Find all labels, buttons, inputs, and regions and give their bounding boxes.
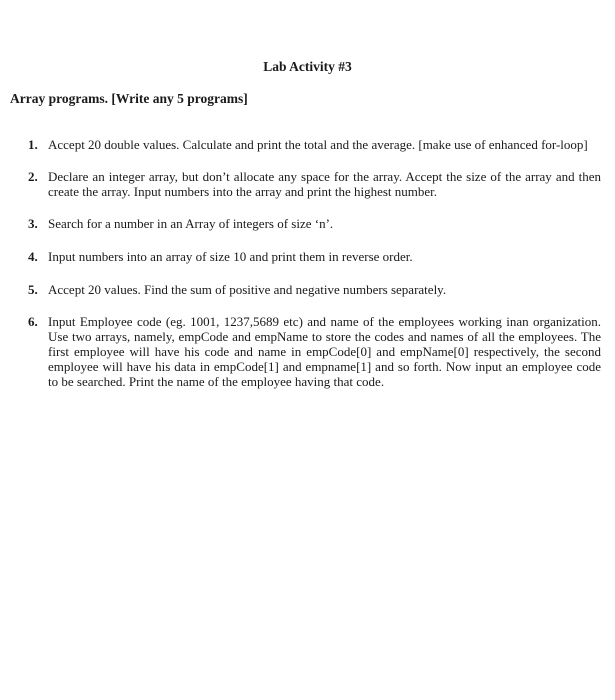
list-item-number: 5. <box>28 282 38 297</box>
list-item-text: Search for a number in an Array of integers of size ‘n’. <box>48 216 334 231</box>
list-item <box>0 282 615 297</box>
list-item-number: 3. <box>28 216 38 231</box>
list-item-number: 6. <box>28 314 38 329</box>
list-item-text: Accept 20 values. Find the sum of positive and negative numbers separately. <box>48 282 447 297</box>
list-item <box>0 137 615 152</box>
list-item-number: 4. <box>28 249 38 264</box>
document-title: Lab Activity #3 <box>263 59 352 74</box>
list-item <box>0 169 615 199</box>
list-item-text: Accept 20 double values. Calculate and print the total and the average. [make use of enhanced for-loop] <box>48 137 588 152</box>
list-item-number: 2. <box>28 169 38 184</box>
list-item-number: 1. <box>28 137 38 152</box>
list-item-text: Input Employee code (eg. 1001, 1237,5689 etc) and name of the employees working inan organization. Use two arrays, namely, empCode and empName to store the codes and names of all the employees. The first employee will have his code and name in empCode[0] and empName[0] respectively, the second employee will have his data in empCode[1] and empname[1] and so forth. Now input an employee code to be searched. Print the name of the employee having that code. <box>48 314 601 389</box>
list-item <box>0 314 615 389</box>
list-item <box>0 249 615 264</box>
list-item-text: Input numbers into an array of size 10 and print them in reverse order. <box>48 249 413 264</box>
program-list <box>0 137 615 406</box>
list-item-text: Declare an integer array, but don’t allocate any space for the array. Accept the size of the array and then create the array. Input numbers into the array and print the highest number. <box>48 169 601 199</box>
list-item <box>0 216 615 231</box>
document-subtitle: Array programs. [Write any 5 programs] <box>10 91 248 106</box>
